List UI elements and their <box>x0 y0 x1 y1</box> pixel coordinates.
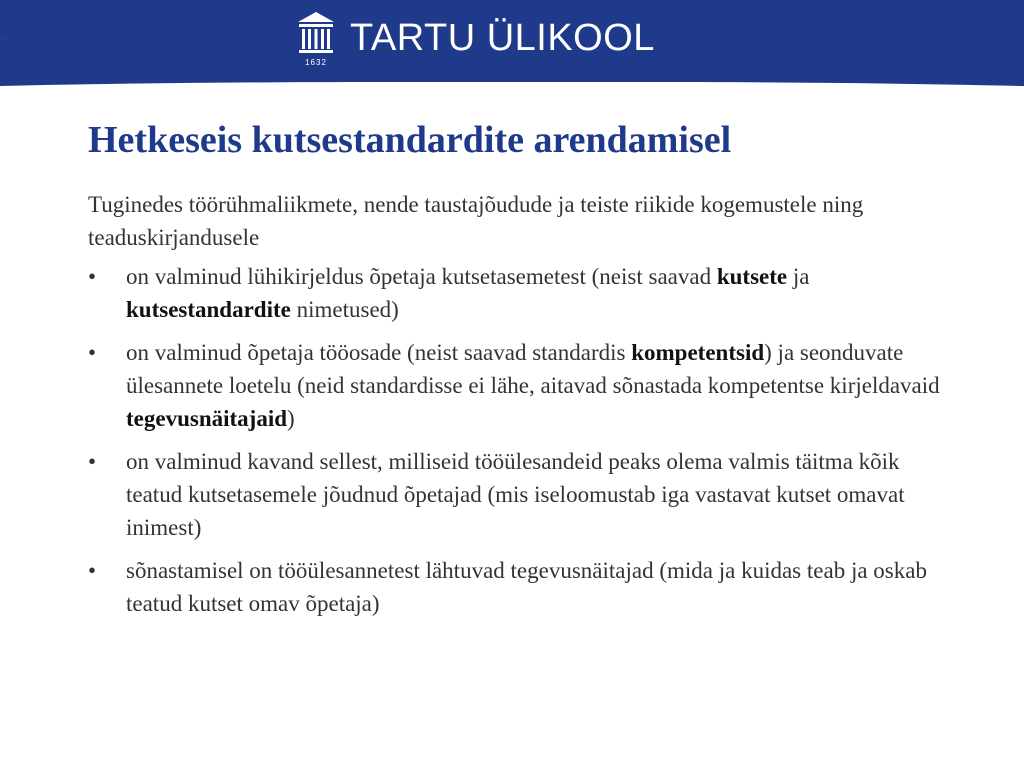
slide-body <box>88 188 948 630</box>
bold-term: kompetentsid <box>631 340 765 365</box>
bullet-text: nimetused) <box>290 297 399 322</box>
bold-term: tegevusnäitajaid <box>126 406 287 431</box>
logo-text: TARTU ÜLIKOOL <box>350 17 655 59</box>
slide-title: Hetkeseis kutsestandardite arendamisel <box>88 119 732 161</box>
header-band <box>0 0 1024 90</box>
bullet-text: on valminud lühikirjeldus õpetaja kutsetasemetest (neist saavad <box>126 264 717 289</box>
bullet-marker: • <box>88 264 97 289</box>
bullet-text: sõnastamisel on tööülesannetest lähtuvad tegevusnäitajad (mida ja kuidas teab ja oskab teatud kutset omav õpetaja) <box>126 558 927 616</box>
bullet-list <box>88 260 948 620</box>
bullet-item-3 <box>88 445 948 544</box>
bullet-text: on valminud kavand sellest, milliseid tööülesandeid peaks olema valmis täitma kõik teatud kutsetasemele jõudnud õpetajad (mis iseloomustab iga vastavat kutset omavat inimest) <box>126 449 905 540</box>
bullet-text: ) <box>287 406 295 431</box>
intro-paragraph: Tuginedes töörühmaliikmete, nende taustajõudude ja teiste riikide kogemustele ning teaduskirjandusele <box>88 192 864 250</box>
bullet-text: ja <box>787 264 810 289</box>
bold-term: kutsestandardite <box>126 297 291 322</box>
bold-term: kutsete <box>716 264 788 289</box>
bullet-text: on valminud õpetaja tööosade (neist saavad standardis <box>126 340 632 365</box>
university-building-icon <box>296 10 336 70</box>
bullet-marker: • <box>88 340 97 365</box>
bullet-item-2 <box>88 336 948 435</box>
logo-year: 1632 <box>305 58 327 67</box>
bullet-marker: • <box>88 558 97 583</box>
bullet-text: ) ja seonduvate ülesannete loetelu (neid standardisse ei lähe, aitavad sõnastada kompetentse kirjeldavaid <box>126 340 940 398</box>
bullet-item-1 <box>88 260 948 326</box>
university-logo <box>296 10 655 70</box>
bullet-marker: • <box>88 449 97 474</box>
bullet-item-4 <box>88 554 948 620</box>
